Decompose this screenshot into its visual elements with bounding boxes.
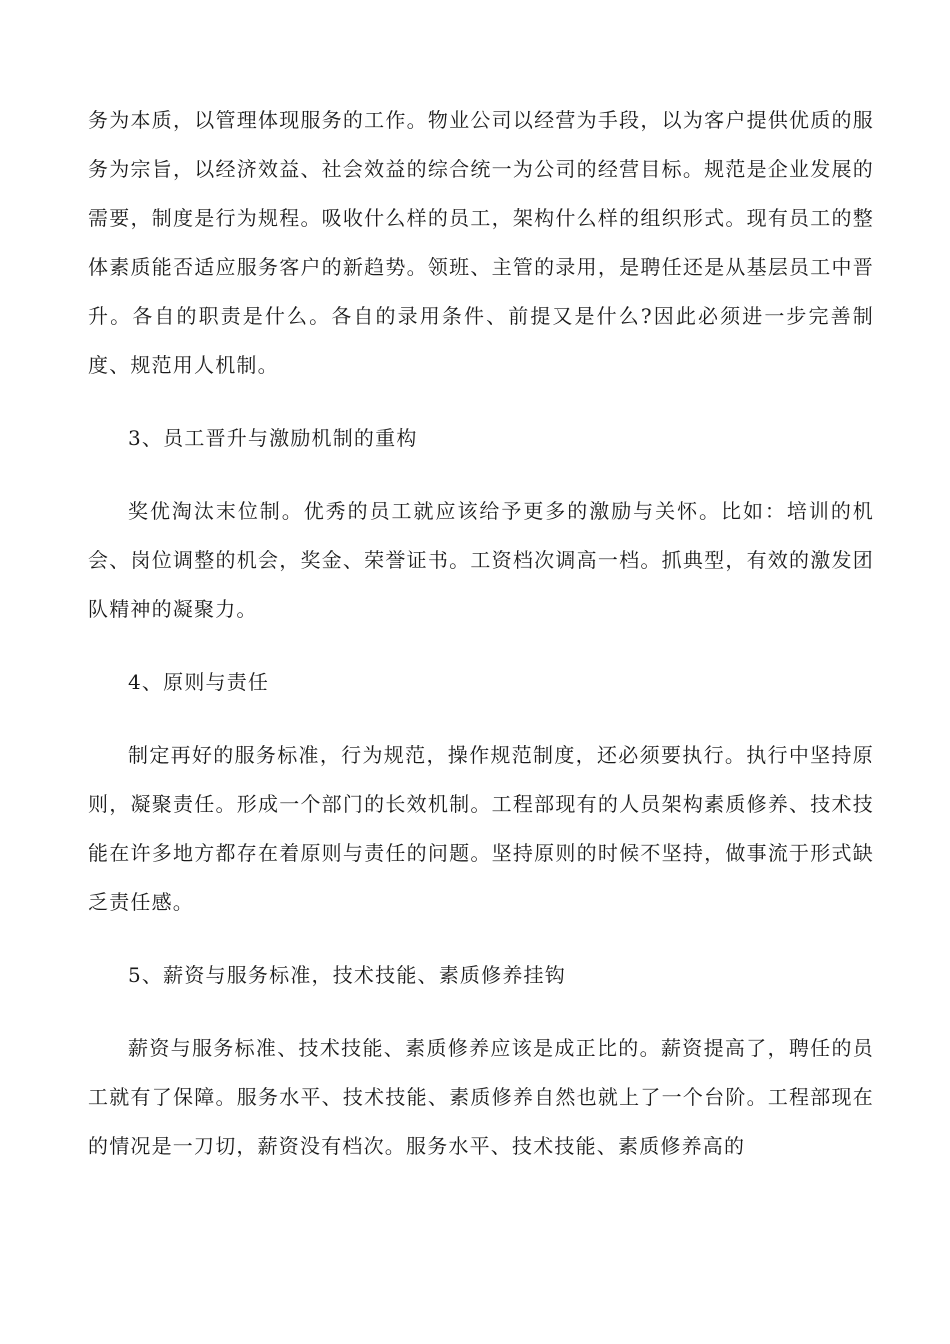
paragraph-gap bbox=[88, 927, 874, 951]
section-heading-3: 3、员工晋升与激励机制的重构 bbox=[128, 426, 418, 450]
section-heading-5: 5、薪资与服务标准，技术技能、素质修养挂钩 bbox=[128, 963, 566, 987]
section-heading-4: 4、原则与责任 bbox=[128, 670, 270, 694]
paragraph-intro: 务为本质，以管理体现服务的工作。物业公司以经营为手段，以为客户提供优质的服务为宗旨，以经济效益、社会效益的综合统一为公司的经营目标。规范是企业发展的需要，制度是行为规程。吸收什么样的员工，架构什么样的组织形式。现有员工的整体素质能否适应服务客户的新趋势。领班、主管的录用，是聘任还是从基层员工中晋升。各自的职责是什么。各自的录用条件、前提又是什么?因此必须进一步完善制度、规范用人机制。 bbox=[88, 108, 874, 377]
paragraph-gap bbox=[88, 1000, 874, 1024]
document-body bbox=[88, 96, 874, 1171]
paragraph-gap bbox=[88, 707, 874, 731]
paragraph-gap bbox=[88, 463, 874, 487]
paragraph-section-3: 奖优淘汰末位制。优秀的员工就应该给予更多的激励与关怀。比如：培训的机会、岗位调整的机会，奖金、荣誉证书。工资档次调高一档。抓典型，有效的激发团队精神的凝聚力。 bbox=[88, 499, 874, 621]
paragraph-section-5: 薪资与服务标准、技术技能、素质修养应该是成正比的。薪资提高了，聘任的员工就有了保障。服务水平、技术技能、素质修养自然也就上了一个台阶。工程部现在的情况是一刀切，薪资没有档次。服务水平、技术技能、素质修养高的 bbox=[88, 1036, 874, 1158]
paragraph-gap bbox=[88, 390, 874, 414]
paragraph-section-4: 制定再好的服务标准，行为规范，操作规范制度，还必须要执行。执行中坚持原则，凝聚责任。形成一个部门的长效机制。工程部现有的人员架构素质修养、技术技能在许多地方都存在着原则与责任的问题。坚持原则的时候不坚持，做事流于形式缺乏责任感。 bbox=[88, 743, 874, 914]
paragraph-gap bbox=[88, 634, 874, 658]
